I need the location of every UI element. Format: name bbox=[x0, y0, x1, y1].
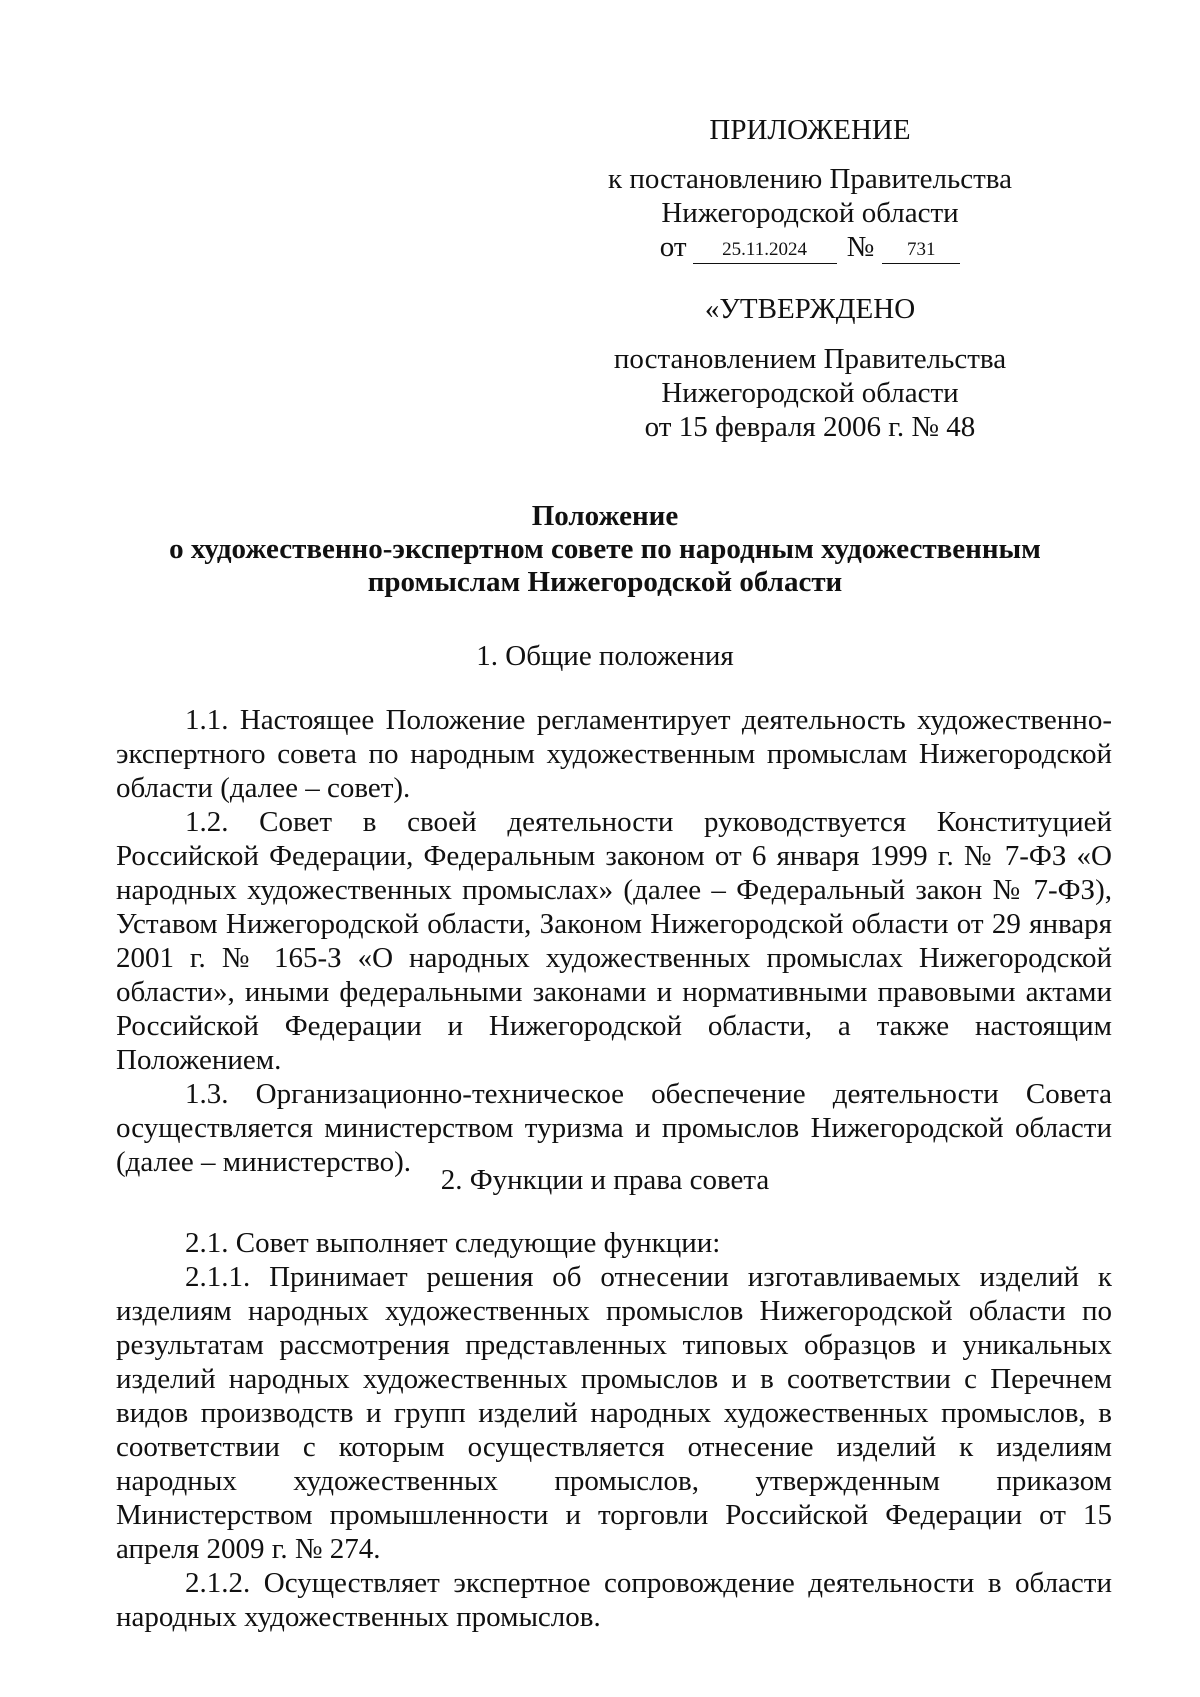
section-1-heading: 1. Общие положения bbox=[476, 640, 734, 672]
reference-line-2: Нижегородской области bbox=[661, 197, 959, 229]
paragraph-2-1-1: 2.1.1. Принимает решения об отнесении изготавливаемых изделий к изделиям народных художественных промыслов Нижегородской области по результатам рассмотрения представленных типовых образцов и уникальных изделий народных художественных промыслов и в соответствии с Перечнем видов производств и групп изделий народных художественных промыслов, в соответствии с которым осуществляется отнесение изделий к изделиям народных художественных промыслов, утвержденным приказом Министерством промышленности и торговли Российской Федерации от 15 апреля 2009 г. № 274. bbox=[116, 1261, 1112, 1565]
approved-line-1: постановлением Правительства bbox=[613, 343, 1007, 375]
approved-line-2: Нижегородской области bbox=[661, 377, 959, 409]
paragraph-2-1: 2.1. Совет выполняет следующие функции: bbox=[185, 1227, 721, 1259]
number-sign: № bbox=[846, 231, 875, 263]
approved-title bbox=[580, 292, 1040, 326]
section-2-body bbox=[116, 1226, 1112, 1634]
document-title-line-2: о художественно-экспертном совете по народным художественным bbox=[169, 533, 1041, 565]
section-1-body bbox=[116, 703, 1112, 1179]
approved-reference bbox=[580, 342, 1040, 444]
paragraph-1-2: 1.2. Совет в своей деятельности руководствуется Конституцией Российской Федерации, Федеральным законом от 6 января 1999 г. № 7-ФЗ «О народных художественных промыслах» (далее – Федеральный закон № 7-ФЗ), Уставом Нижегородской области, Законом Нижегородской области от 29 января 2001 г. № 165-З «О народных художественных промыслах Нижегородской области», иными федеральными законами и нормативными правовыми актами Российской Федерации и Нижегородской области, а также настоящим Положением. bbox=[116, 806, 1112, 1076]
number-field: 731 bbox=[882, 237, 960, 264]
paragraph-1-1: 1.1. Настоящее Положение регламентирует деятельность художественно-экспертного совета по народным художественным промыслам Нижегородской области (далее – совет). bbox=[116, 704, 1112, 804]
appendix-title bbox=[580, 113, 1040, 147]
date-prefix: от bbox=[659, 231, 687, 263]
document-title-line-1: Положение bbox=[531, 500, 679, 532]
approved-line-3: от 15 февраля 2006 г. № 48 bbox=[644, 411, 976, 443]
paragraph-2-1-2: 2.1.2. Осуществляет экспертное сопровождение деятельности в области народных художественных промыслов. bbox=[116, 1567, 1112, 1633]
approved-title-text: «УТВЕРЖДЕНО bbox=[704, 293, 916, 325]
document-title bbox=[110, 500, 1100, 599]
reference-line-1: к постановлению Правительства bbox=[608, 163, 1012, 195]
date-field: 25.11.2024 bbox=[693, 237, 837, 264]
date-number-line bbox=[580, 230, 1040, 264]
appendix-title-text: ПРИЛОЖЕНИЕ bbox=[709, 114, 911, 146]
document-title-line-3: промыслам Нижегородской области bbox=[367, 566, 843, 598]
section-2-heading: 2. Функции и права совета bbox=[440, 1164, 770, 1196]
appendix-reference bbox=[580, 162, 1040, 264]
paragraph-1-3: 1.3. Организационно-техническое обеспечение деятельности Совета осуществляется министерством туризма и промыслов Нижегородской области (далее – министерство). bbox=[116, 1078, 1112, 1178]
